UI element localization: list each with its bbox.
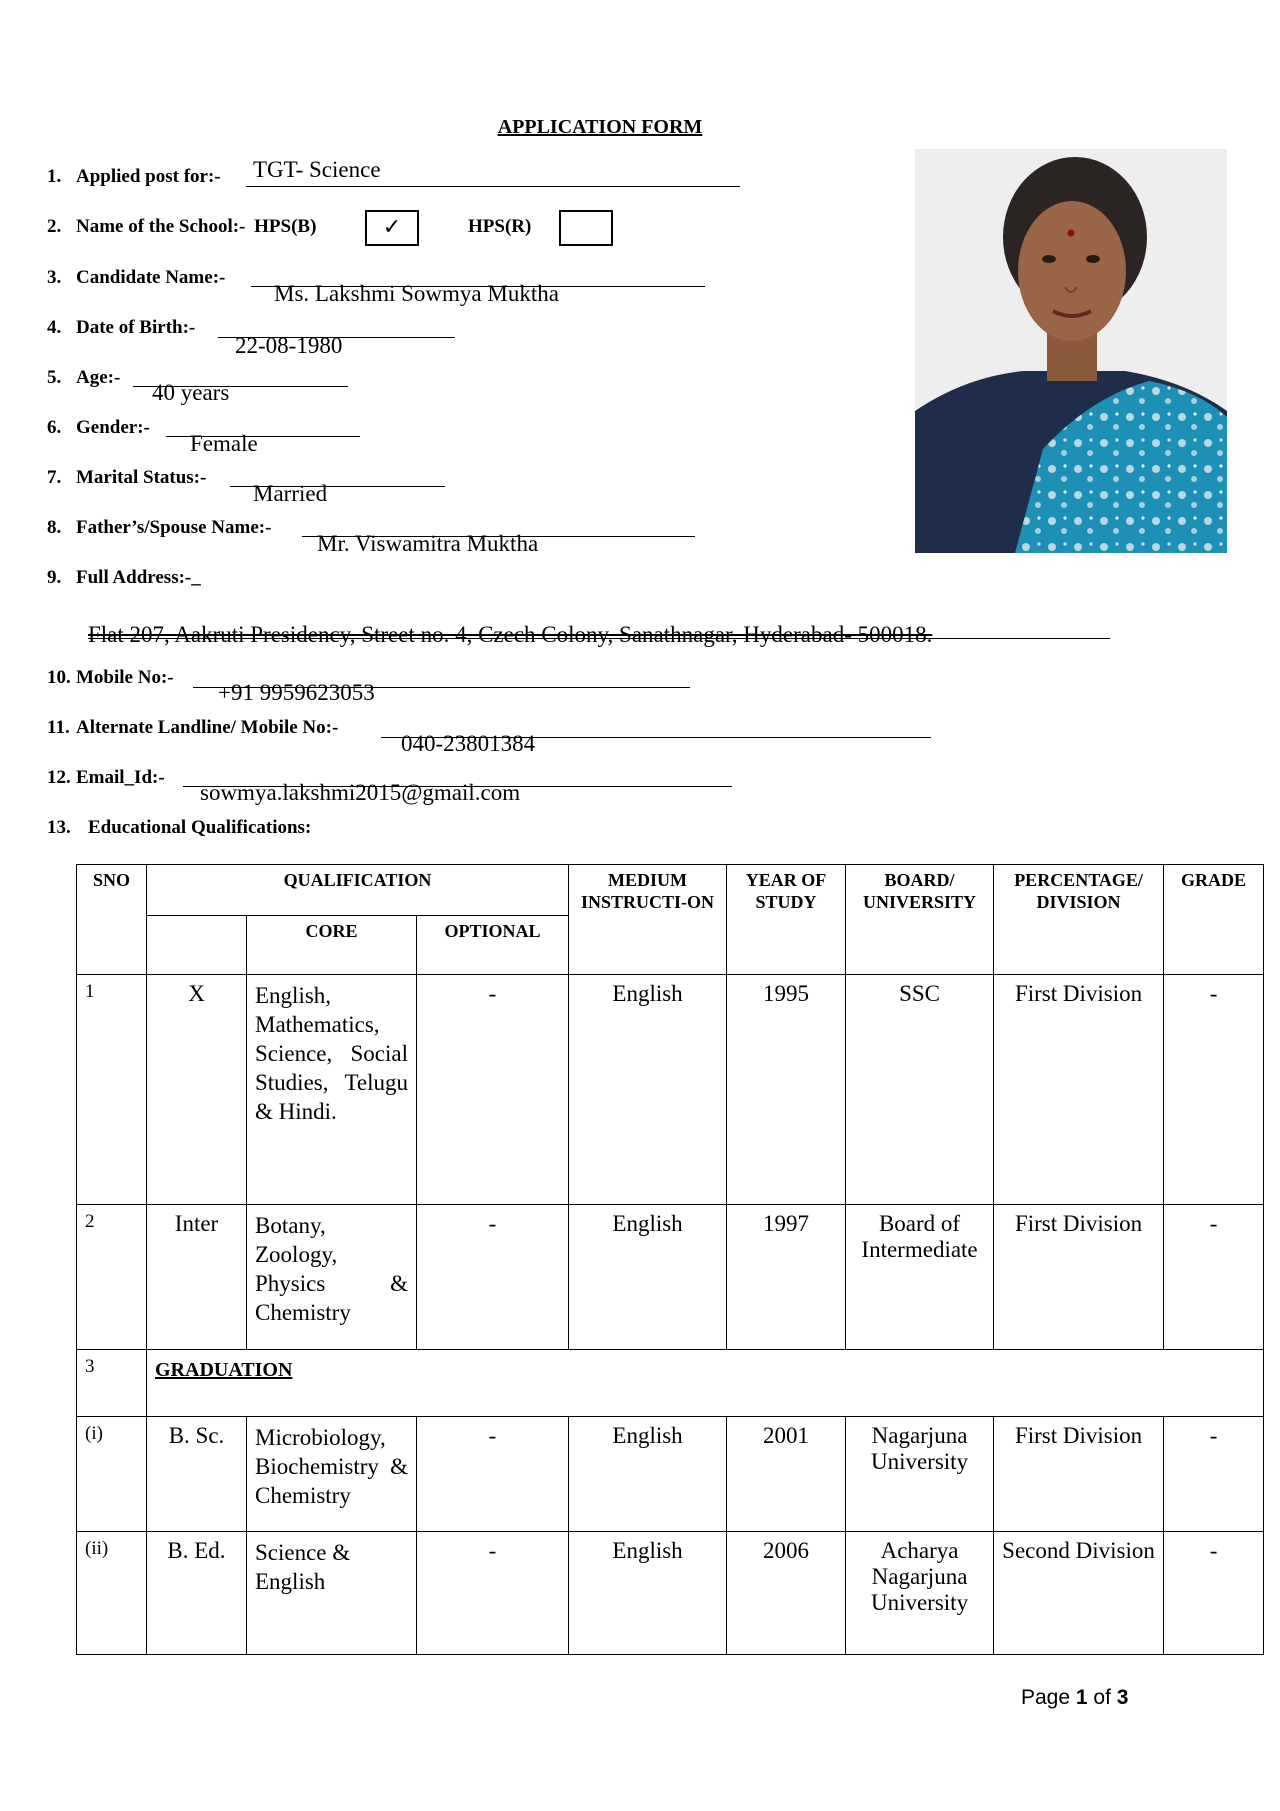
cell-year: 1997 (727, 1205, 846, 1350)
cell-year: 2006 (727, 1532, 846, 1655)
cell-year: 1995 (727, 975, 846, 1205)
header-qualification: QUALIFICATION (147, 865, 569, 916)
cell-optional: - (417, 1532, 569, 1655)
marital-value: Married (253, 481, 328, 506)
header-medium: MEDIUM INSTRUCTI-ON (569, 865, 727, 975)
school-option-hpsr-label: HPS(R) (468, 216, 532, 237)
applied-post-value: TGT- Science (253, 157, 381, 182)
cell-qualification: B. Ed. (147, 1532, 247, 1655)
page-total: 3 (1116, 1686, 1129, 1709)
header-qual-blank (147, 916, 247, 975)
field-school-name: 2. Name of the School:- HPS(B) (47, 216, 317, 237)
cell-percentage: First Division (994, 1417, 1164, 1532)
page-number: Page 1 of 3 (1021, 1686, 1129, 1709)
address-underline (88, 638, 1110, 639)
cell-sno: 2 (77, 1205, 147, 1350)
applied-post-underline (246, 186, 740, 187)
field-spouse-name: 8. Father’s/Spouse Name:- (47, 517, 272, 538)
cell-core: Microbiology, Biochemistry & Chemistry (247, 1417, 417, 1532)
education-table (76, 864, 1264, 1655)
school-option-hpsb-label: HPS(B) (254, 216, 317, 237)
table-row (77, 1205, 1264, 1350)
cell-percentage: Second Division (994, 1532, 1164, 1655)
cell-grade: - (1164, 975, 1264, 1205)
header-percentage: PERCENTAGE/ DIVISION (994, 865, 1164, 975)
cell-grade: - (1164, 1532, 1264, 1655)
cell-core: English, Mathematics, Science, Social Studies, Telugu & Hindi. (247, 975, 417, 1205)
field-dob: 4. Date of Birth:- (47, 317, 196, 338)
page-current: 1 (1075, 1686, 1088, 1709)
cell-core: Botany, Zoology, Physics & Chemistry (247, 1205, 417, 1350)
field-applied-post: 1. Applied post for:- (47, 166, 221, 187)
table-row (77, 975, 1264, 1205)
header-core: CORE (247, 916, 417, 975)
candidate-photo (915, 149, 1227, 553)
photo-image (915, 149, 1227, 553)
cell-medium: English (569, 975, 727, 1205)
cell-medium: English (569, 1205, 727, 1350)
mobile-value: +91 9959623053 (218, 680, 375, 705)
hpsr-checkbox[interactable] (559, 210, 613, 246)
age-value: 40 years (152, 380, 230, 405)
field-marital-status: 7. Marital Status:- (47, 467, 207, 488)
cell-sno: 3 (77, 1350, 147, 1417)
header-grade: GRADE (1164, 865, 1264, 975)
cell-board: Nagarjuna University (846, 1417, 994, 1532)
gender-value: Female (190, 431, 258, 456)
cell-board: Board of Intermediate (846, 1205, 994, 1350)
field-email: 12. Email_Id:- (47, 767, 165, 788)
header-optional: OPTIONAL (417, 916, 569, 975)
cell-medium: English (569, 1532, 727, 1655)
field-gender: 6. Gender:- (47, 417, 150, 438)
cell-grade: - (1164, 1417, 1264, 1532)
cell-sno: (ii) (77, 1532, 147, 1655)
cell-qualification: B. Sc. (147, 1417, 247, 1532)
cell-year: 2001 (727, 1417, 846, 1532)
cell-optional: - (417, 1205, 569, 1350)
cell-sno: 1 (77, 975, 147, 1205)
cell-grade: - (1164, 1205, 1264, 1350)
table-header-row (77, 865, 1264, 916)
spouse-value: Mr. Viswamitra Muktha (317, 531, 539, 556)
cell-core: Science & English (247, 1532, 417, 1655)
cell-board: Acharya Nagarjuna University (846, 1532, 994, 1655)
cell-percentage: First Division (994, 1205, 1164, 1350)
field-age: 5. Age:- (47, 367, 121, 388)
cell-qualification: Inter (147, 1205, 247, 1350)
candidate-name-value: Ms. Lakshmi Sowmya Muktha (274, 281, 559, 306)
email-value: sowmya.lakshmi2015@gmail.com (200, 780, 521, 805)
field-mobile: 10. Mobile No:- (47, 667, 174, 688)
alternate-value: 040-23801384 (401, 731, 536, 756)
cell-medium: English (569, 1417, 727, 1532)
field-alternate-phone: 11. Alternate Landline/ Mobile No:- (47, 717, 339, 738)
table-row (77, 1532, 1264, 1655)
dob-value: 22-08-1980 (235, 333, 343, 358)
cell-sno: (i) (77, 1417, 147, 1532)
table-section-row (77, 1350, 1264, 1417)
header-sno: SNO (77, 865, 147, 975)
cell-board: SSC (846, 975, 994, 1205)
field-candidate-name: 3. Candidate Name:- (47, 267, 226, 288)
cell-section-label (147, 1350, 1264, 1417)
field-address: 9. Full Address:-_ (47, 567, 201, 588)
cell-optional: - (417, 975, 569, 1205)
cell-optional: - (417, 1417, 569, 1532)
cell-percentage: First Division (994, 975, 1164, 1205)
hpsb-checkbox[interactable]: ✓ (365, 210, 419, 246)
form-title: APPLICATION FORM (497, 116, 703, 138)
cell-qualification: X (147, 975, 247, 1205)
field-education-heading: 13. Educational Qualifications: (47, 817, 312, 838)
address-value: Flat 207, Aakruti Presidency, Street no. 4, Czech Colony, Sanathnagar, Hyderabad- 500018. (88, 622, 933, 647)
table-row (77, 1417, 1264, 1532)
graduation-heading: GRADUATION (155, 1359, 293, 1381)
header-board: BOARD/ UNIVERSITY (846, 865, 994, 975)
header-year: YEAR OF STUDY (727, 865, 846, 975)
